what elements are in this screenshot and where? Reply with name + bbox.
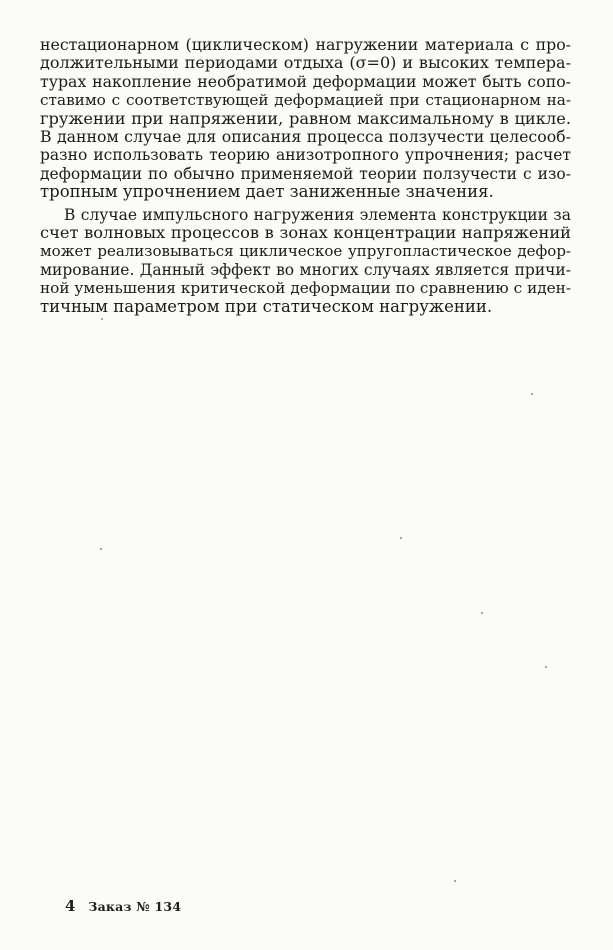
scan-speck	[481, 612, 483, 614]
text-line: разно использовать теорию анизотропного упрочнения; расчет	[40, 146, 571, 165]
scan-speck	[531, 393, 533, 395]
text-line: нестационарном (циклическом) нагружении материала с про-	[40, 35, 571, 54]
text-line: счет волновых процессов в зонах концентрации напряжений	[40, 223, 571, 243]
text-line: должительными периодами отдыха (σ=0) и высоких темпера-	[40, 53, 571, 73]
signature-number: 4	[65, 897, 76, 915]
paragraph-1	[40, 36, 571, 202]
text-line: ной уменьшения критической деформации по сравнению с иден-	[40, 279, 571, 298]
text-line: В данном случае для описания процесса ползучести целесооб-	[40, 127, 571, 147]
text-line: тропным упрочнением дает заниженные значения.	[40, 182, 494, 202]
scan-speck	[101, 318, 103, 320]
scan-speck	[100, 548, 102, 550]
scan-speck	[454, 880, 456, 882]
text-line: турах накопление необратимой деформации может быть сопо-	[40, 71, 571, 91]
scan-speck	[400, 537, 402, 539]
text-line: ставимо с соответствующей деформацией при стационарном на-	[40, 91, 571, 110]
text-line: тичным параметром при статическом нагружении.	[40, 296, 493, 316]
paragraph-2	[40, 206, 571, 316]
body-text	[40, 36, 571, 316]
order-label: Заказ № 134	[88, 899, 182, 914]
text-line: гружении при напряжении, равном максимальному в цикле.	[40, 108, 571, 128]
text-line: может реализовываться циклическое упругопластическое дефор-	[40, 242, 571, 261]
scan-speck	[545, 666, 547, 668]
printer-signature	[65, 897, 181, 915]
text-line: деформации по обычно применяемой теории ползучести с изо-	[40, 164, 571, 183]
text-line: В случае импульсного нагружения элемента конструкции за	[64, 205, 571, 224]
text-line: мирование. Данный эффект во многих случаях является причи-	[40, 260, 571, 279]
